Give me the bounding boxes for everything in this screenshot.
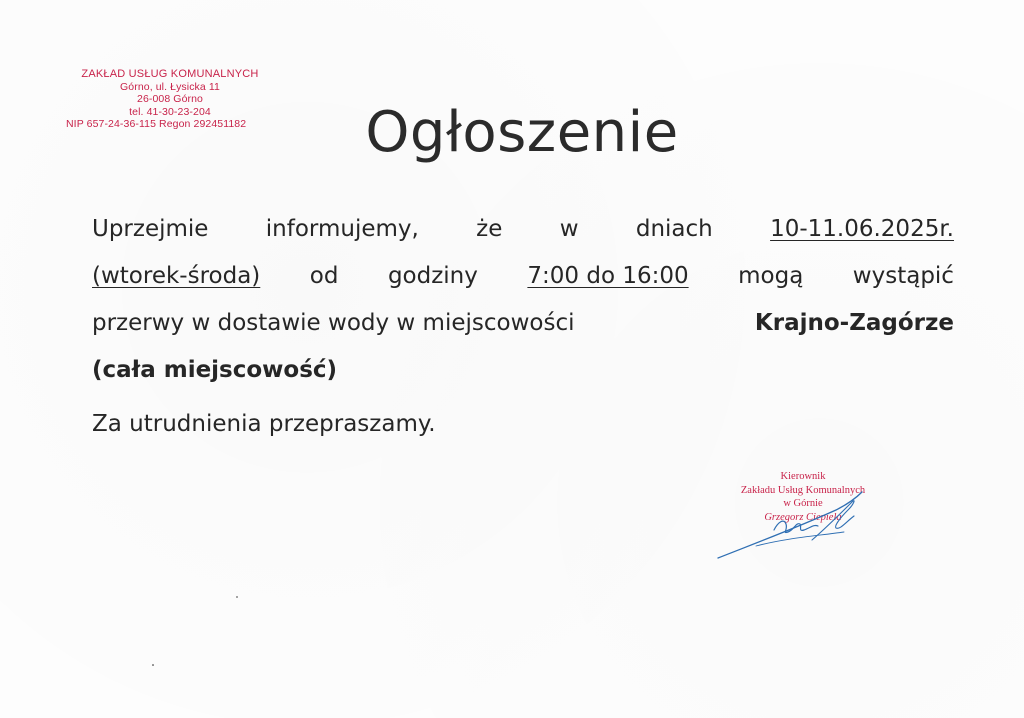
date-range: 10-11.06.2025r. bbox=[770, 216, 954, 242]
notice-word: dniach bbox=[635, 216, 713, 242]
company-postal: 26-008 Górno bbox=[137, 93, 203, 106]
locality-name: Krajno-Zagórze bbox=[754, 310, 954, 336]
notice-word: wystąpić bbox=[852, 263, 954, 289]
paper-speck bbox=[236, 596, 238, 598]
notice-line-4 bbox=[92, 347, 954, 394]
company-address: Górno, ul. Łysicka 11 bbox=[120, 80, 220, 93]
signature-place: w Górnie bbox=[783, 498, 823, 509]
notice-word: Uprzejmie bbox=[92, 216, 209, 242]
notice-word: w bbox=[559, 216, 579, 242]
notice-word: godziny bbox=[387, 263, 478, 289]
notice-word: mogą bbox=[738, 263, 804, 289]
notice-word: informujemy, bbox=[265, 216, 419, 242]
paper-speck bbox=[152, 664, 154, 666]
weekdays: (wtorek-środa) bbox=[92, 263, 261, 289]
notice-word: od bbox=[309, 263, 339, 289]
locality-scope: (cała miejscowość) bbox=[92, 357, 338, 383]
page-title: Ogłoszenie bbox=[365, 100, 679, 165]
notice-line-2 bbox=[92, 253, 954, 300]
notice-body bbox=[92, 206, 954, 394]
handwritten-signature bbox=[716, 488, 876, 563]
company-phone: tel. 41-30-23-204 bbox=[129, 105, 211, 118]
signature-title: Kierownik bbox=[780, 471, 826, 482]
notice-word: że bbox=[476, 216, 503, 242]
notice-line-3 bbox=[92, 300, 954, 347]
company-ids: NIP 657-24-36-115 Regon 292451182 bbox=[66, 118, 247, 131]
notice-line-1 bbox=[92, 206, 954, 253]
time-range: 7:00 do 16:00 bbox=[527, 263, 689, 289]
signature-person: Grzegorz Ciepiela bbox=[764, 511, 842, 523]
notice-text: przerwy w dostawie wody w miejscowości bbox=[92, 310, 575, 336]
company-name: ZAKŁAD USŁUG KOMUNALNYCH bbox=[81, 68, 259, 80]
signature-unit: Zakładu Usług Komunalnych bbox=[740, 484, 866, 496]
apology-text: Za utrudnienia przepraszamy. bbox=[92, 411, 436, 437]
